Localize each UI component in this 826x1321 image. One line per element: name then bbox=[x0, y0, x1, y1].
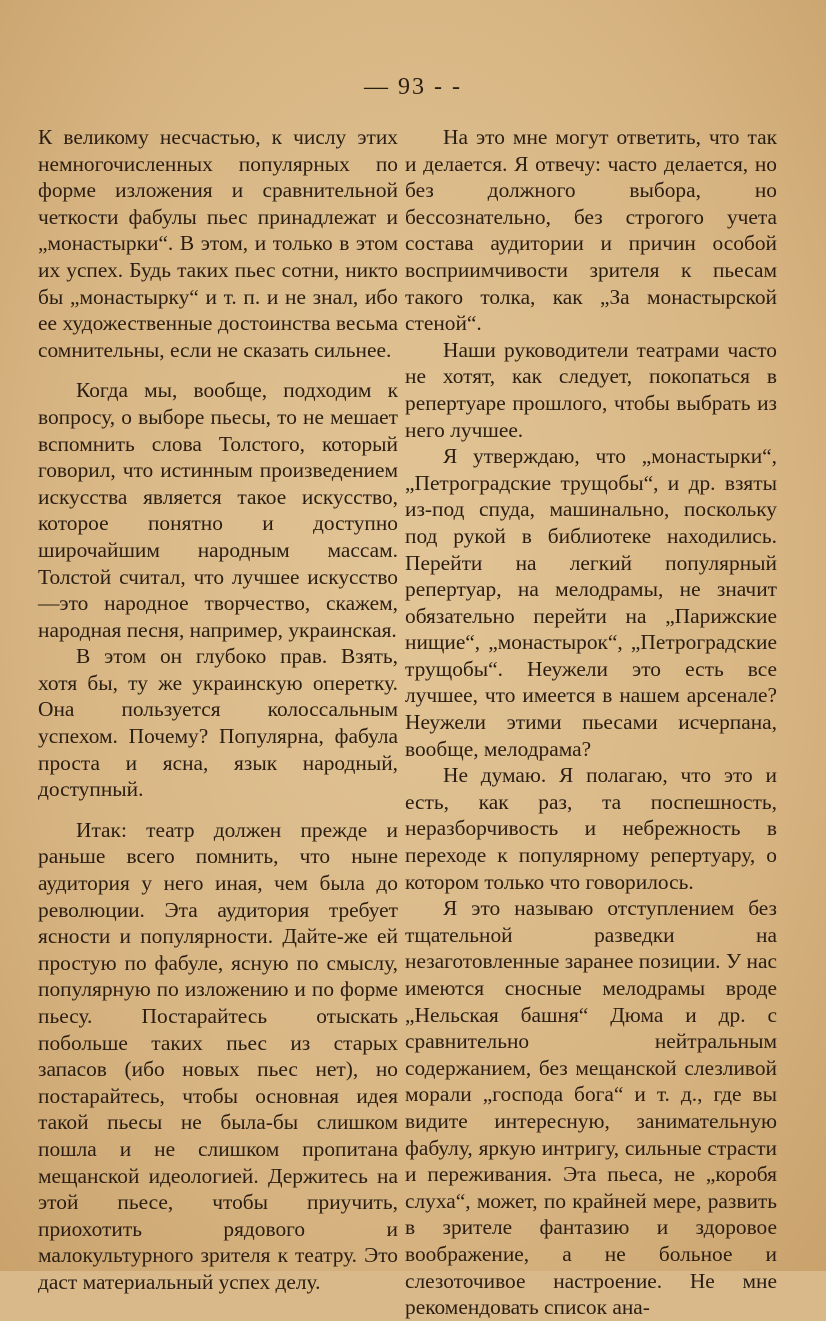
left-column bbox=[38, 124, 398, 1296]
right-paragraph-5: Я это называю отступлением без тщательной разведки на незаготовленные заранее позиции. У нас имеются сносные мелодрамы вроде „Нельская башня“ Дюма и др. с сравнительно нейтральным содержанием, без мещанской слезливой морали „господа бога“ и т. д., где вы видите интересную, занимательную фабулу, яркую интригу, сильные страсти и переживания. Эта пьеса, не „коробя слуха“, может, по крайней мере, развить в зрителе фантазию и здоровое воображение, а не больное и слезоточивое настроение. Не мне рекомендовать список ана- bbox=[405, 896, 777, 1320]
right-paragraph-1: На это мне могут ответить, что так и делается. Я отвечу: часто делается, но без должного выбора, но бессознательно, без строгого учета состава аудитории и причин особой восприимчивости зрителя к пьесам такого толка, как „За монастырской стеной“. bbox=[405, 125, 777, 336]
left-paragraph-1: К великому несчастью, к числу этих немногочисленных популярных по форме изложения и сравнительной четкости фабулы пьес принадлежат и „монастырки“. В этом, и только в этом их успех. Будь таких пьес сотни, никто бы „монастырку“ и т. п. и не знал, ибо ее художественные достоинства весьма сомнительны, если не сказать сильнее. bbox=[38, 125, 398, 362]
right-paragraph-2: Наши руководители театрами часто не хотят, как следует, покопаться в репертуаре прошлого, чтобы выбрать из него лучшее. bbox=[405, 337, 777, 442]
right-paragraph-3: Я утверждаю, что „монастырки“, „Петроградские трущобы“, и др. взяты из-под спуда, машинально, поскольку под рукой в библиотеке находились. Перейти на легкий популярный репертуар, на мелодрамы, не значит обязательно перейти на „Парижские нищие“, „монастырок“, „Петроградские трущобы“. Неужели это есть все лучшее, что имеется в нашем арсенале? Неужели этими пьесами исчерпана, вообще, мелодрама? bbox=[405, 444, 777, 761]
page-number: — 93 - - bbox=[364, 74, 462, 100]
left-paragraph-2: Когда мы, вообще, подходим к вопросу, о выборе пьесы, то не мешает вспомнить слова Толстого, который говорил, что истинным произведением искусства является такое искусство, которое понятно и доступно широчайшим народным массам. Толстой считал, что лучшее искусство—это народное творчество, скажем, народная песня, например, украинская. bbox=[38, 378, 398, 642]
left-paragraph-3: В этом он глубоко прав. Взять, хотя бы, ту же украинскую оперетку. Она пользуется колоссальным успехом. Почему? Популярна, фабула проста и ясна, язык народный, доступный. bbox=[38, 644, 398, 802]
right-paragraph-4: Не думаю. Я полагаю, что это и есть, как раз, та поспешность, неразборчивость и небрежность в переходе к популярному репертуару, о котором только что говорилось. bbox=[405, 763, 777, 894]
right-column bbox=[405, 124, 777, 1321]
left-paragraph-4: Итак: театр должен прежде и раньше всего помнить, что ныне аудитория у него иная, чем была до революции. Эта аудитория требует ясности и популярности. Дайте-же ей простую по фабуле, ясную по смыслу, популярную по изложению и по форме пьесу. Постарайтесь отыскать побольше таких пьес из старых запасов (ибо новых пьес нет), но постарайтесь, чтобы основная идея такой пьесы не была-бы слишком пошла и не слишком пропитана мещанской идеологией. Держитесь на этой пьесе, чтобы приучить, приохотить рядового и малокультурного зрителя к театру. Это даст материальный успех делу. bbox=[38, 817, 398, 1294]
